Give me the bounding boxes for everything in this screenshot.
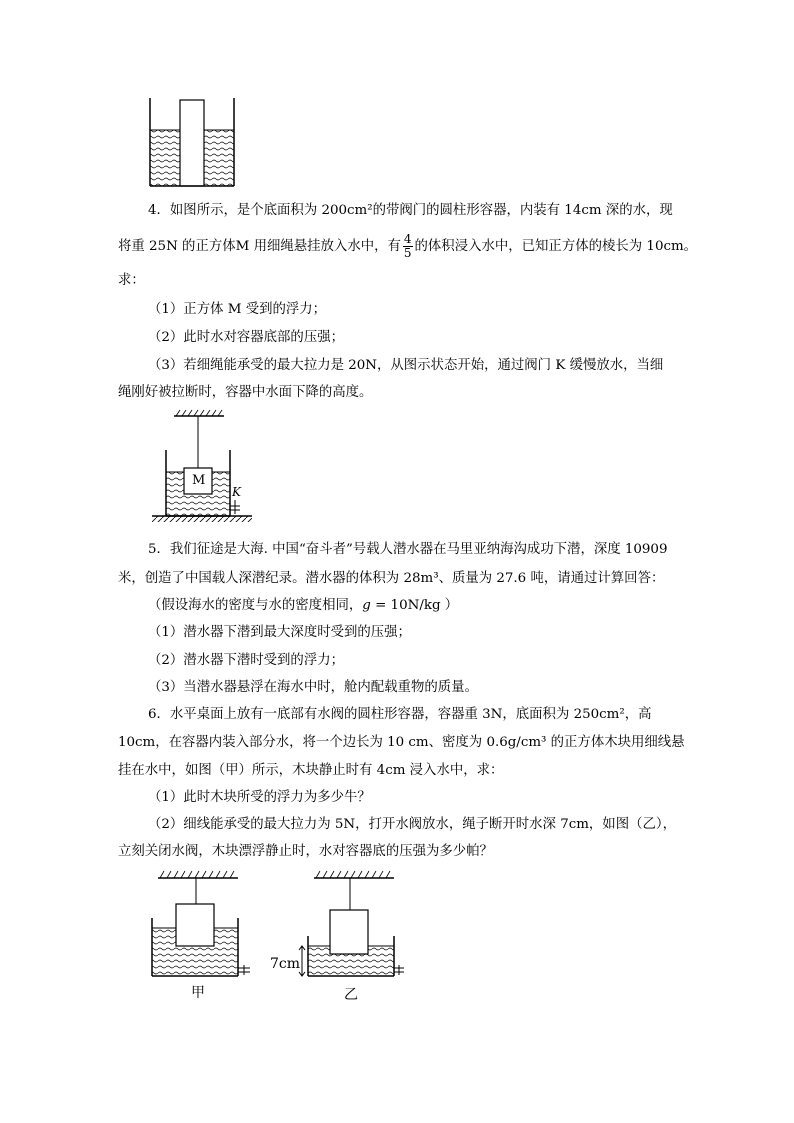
q6-line-3: 挂在水中，如图（甲）所示，木块静止时有 4cm 浸入水中，求： bbox=[118, 763, 504, 778]
q5-line-2: 米，创造了中国载人深潜纪录。潜水器的体积为 28m³、质量为 27.6 吨，请通过计算回答： bbox=[118, 571, 665, 586]
q4-sub-1: （1）正方体 M 受到的浮力； bbox=[148, 302, 327, 317]
q4-line-2 bbox=[118, 233, 697, 260]
q5-line-1: 5．我们征途是大海. 中国“奋斗者”号载人潜水器在马里亚纳海沟成功下潜，深度 10909 bbox=[148, 542, 668, 557]
q4-label-K: K bbox=[232, 485, 241, 499]
q6-sub-1: （1）此时木块所受的浮力为多少牛？ bbox=[148, 790, 371, 805]
q5-sub-2: （2）潜水器下潜时受到的浮力； bbox=[148, 653, 344, 668]
q4-label-M: M bbox=[192, 473, 206, 488]
q6-label-jia: 甲 bbox=[191, 985, 205, 1001]
q5-sub-1: （1）潜水器下潜到最大深度时受到的压强； bbox=[148, 625, 411, 640]
fraction-four-fifths bbox=[403, 233, 413, 260]
fraction-numerator: 4 bbox=[403, 232, 412, 246]
fraction-denominator: 5 bbox=[403, 246, 412, 260]
q6-label-7cm: 7cm bbox=[270, 956, 301, 972]
q4-line-1: 4．如图所示，是个底面积为 200cm²的带阀门的圆柱形容器，内装有 14cm 深的水，现 bbox=[148, 203, 673, 218]
q4-figure bbox=[150, 410, 260, 532]
q4-line-2a: 将重 25N 的正方体M 用细绳悬挂放入水中，有 bbox=[118, 239, 401, 254]
q6-line-2: 10cm，在容器内装入部分水，将一个边长为 10 cm、密度为 0.6g/cm³ 的正方体木块用细线悬 bbox=[118, 735, 685, 750]
q5-note-g: g bbox=[362, 598, 371, 613]
q6-line-1: 6．水平桌面上放有一底部有水阀的圆柱形容器，容器重 3N，底面积为 250cm²，高 bbox=[148, 707, 652, 722]
q5-note bbox=[148, 597, 458, 615]
q4-line-2b: 的体积浸入水中，已知正方体的棱长为 10cm。 bbox=[414, 239, 698, 254]
q4-sub-3a: （3）若细绳能承受的最大拉力是 20N，从图示状态开始，通过阀门 K 缓慢放水，当细 bbox=[148, 358, 664, 373]
q4-sub-2: （2）此时水对容器底部的压强； bbox=[148, 330, 344, 345]
q6-sub-2b: 立刻关闭水阀，木块漂浮静止时，水对容器底的压强为多少帕？ bbox=[118, 844, 493, 859]
q4-sub-3b: 绳刚好被拉断时，容器中水面下降的高度。 bbox=[118, 385, 373, 400]
q4-line-3: 求： bbox=[118, 273, 145, 288]
q5-note-b: = 10N/kg ） bbox=[370, 598, 459, 613]
top-container-figure bbox=[148, 98, 238, 190]
q6-sub-2a: （2）细线能承受的最大拉力为 5N，打开水阀放水，绳子断开时水深 7cm，如图（乙）， bbox=[148, 817, 676, 832]
q5-sub-3: （3）当潜水器悬浮在海水中时，舱内配载重物的质量。 bbox=[148, 680, 478, 695]
q6-figure-jia bbox=[150, 868, 255, 980]
q6-figure-yi bbox=[300, 868, 410, 980]
q5-note-a: （假设海水的密度与水的密度相同， bbox=[148, 598, 363, 613]
q6-label-yi: 乙 bbox=[344, 987, 358, 1003]
